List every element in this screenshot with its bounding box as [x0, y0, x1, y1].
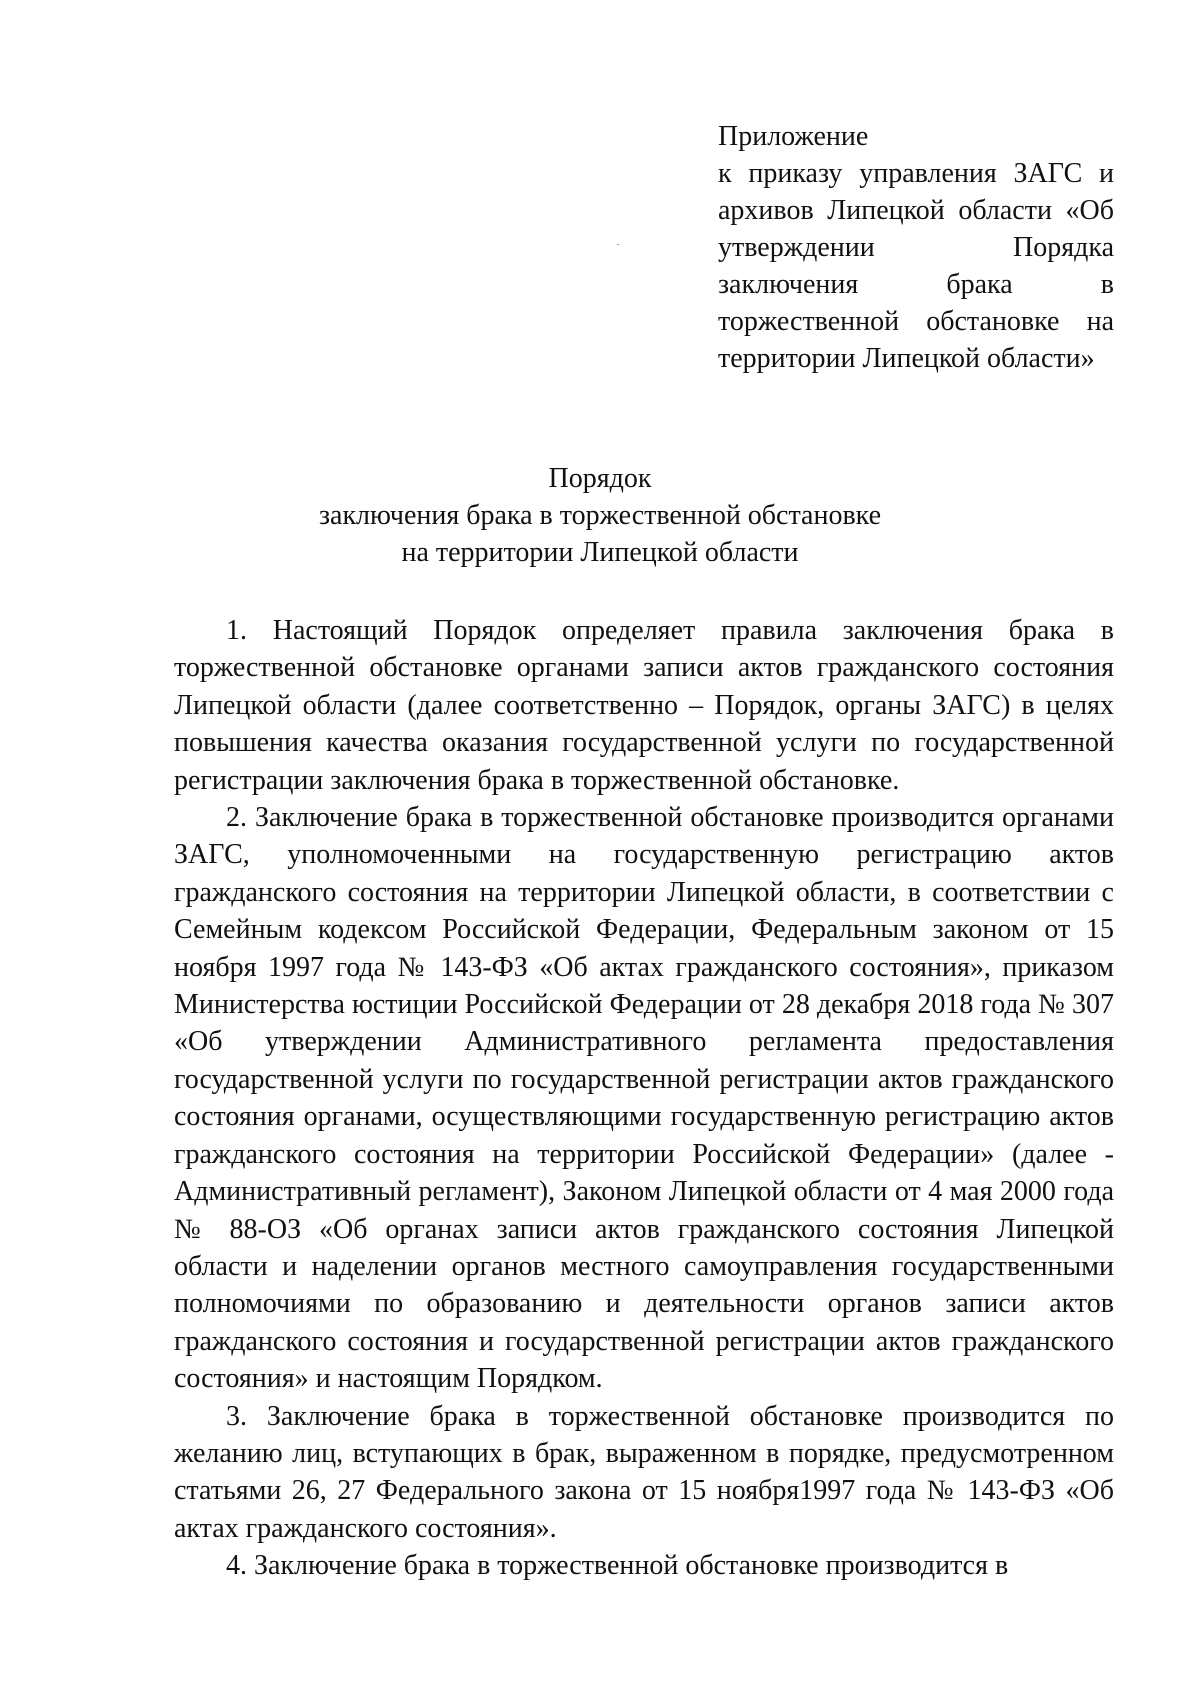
document-title — [160, 460, 1040, 571]
appendix-line: к приказу управления ЗАГС и — [718, 158, 1114, 189]
appendix-line: торжественной обстановке на — [718, 306, 1114, 337]
appendix-line: территории Липецкой области» — [718, 343, 1095, 374]
scan-speck — [617, 244, 619, 245]
paragraph: 1. Настоящий Порядок определяет правила заключения брака в торжественной обстановке органами записи актов гражданского состояния Липецкой области (далее соответственно – Порядок, органы ЗАГС) в целях повышения качества оказания государственной услуги по государственной регистрации заключения брака в торжественной обстановке. — [174, 615, 1114, 796]
appendix-title: Приложение — [718, 121, 869, 152]
title-line: Порядок — [548, 463, 652, 494]
title-line: на территории Липецкой области — [401, 537, 799, 568]
paragraph: 3. Заключение брака в торжественной обстановке производится по желанию лиц, вступающих в брак, выраженном в порядке, предусмотренном статьями 26, 27 Федерального закона от 15 ноября1997 года № 143-ФЗ «Об актах гражданского состояния». — [174, 1400, 1114, 1544]
paragraph: 4. Заключение брака в торжественной обстановке производится в — [226, 1550, 1009, 1582]
appendix-header — [718, 118, 1114, 377]
title-line: заключения брака в торжественной обстановке — [318, 500, 882, 531]
document-body — [174, 612, 1114, 1585]
appendix-line: заключения брака в — [718, 269, 1114, 300]
appendix-line: архивов Липецкой области «Об — [718, 195, 1114, 226]
paragraph: 2. Заключение брака в торжественной обстановке производится органами ЗАГС, уполномоченными на государственную регистрацию актов гражданского состояния на территории Липецкой области, в соответствии с Семейным кодексом Российской Федерации, Федеральным законом от 15 ноября 1997 года № 143-ФЗ «Об актах гражданского состояния», приказом Министерства юстиции Российской Федерации от 28 декабря 2018 года № 307 «Об утверждении Административного регламента предоставления государственной услуги по государственной регистрации актов гражданского состояния органами, осуществляющими государственную регистрацию актов гражданского состояния на территории Российской Федерации» (далее - Административный регламент), Законом Липецкой области от 4 мая 2000 года № 88-ОЗ «Об органах записи актов гражданского состояния Липецкой области и наделении органов местного самоуправления государственными полномочиями по образованию и деятельности органов записи актов гражданского состояния и государственной регистрации актов гражданского состояния» и настоящим Порядком. — [174, 802, 1114, 1395]
appendix-line: утверждении Порядка — [718, 232, 1114, 263]
